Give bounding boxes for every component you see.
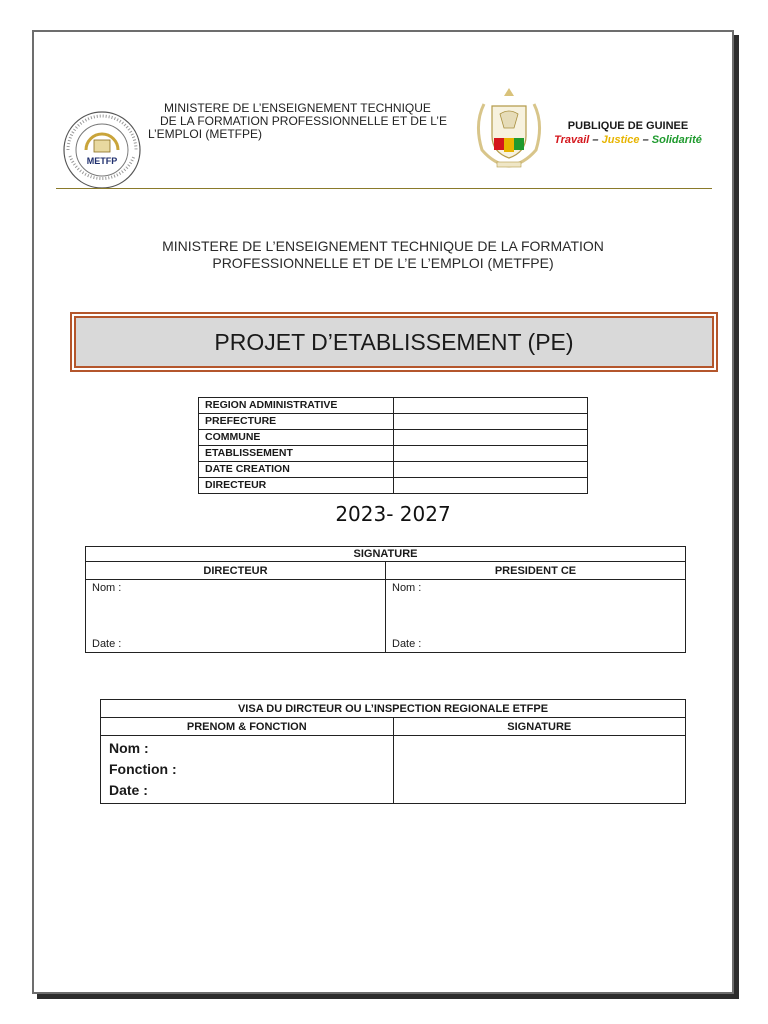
- ministry-title-line-1: MINISTERE DE L’ENSEIGNEMENT TECHNIQUE DE LA FORMATION: [162, 238, 604, 254]
- document-page: [32, 30, 734, 994]
- visa-signature-cell: [393, 736, 686, 804]
- visa-col-signature: SIGNATURE: [393, 718, 686, 736]
- info-value: [394, 478, 588, 494]
- republic-title: [548, 120, 708, 146]
- signature-header: SIGNATURE: [86, 547, 686, 562]
- signature-cell-president: [386, 580, 686, 653]
- signature-table: [85, 546, 686, 653]
- info-value: [394, 398, 588, 414]
- date-label: Date :: [392, 638, 422, 650]
- info-label: DATE CREATION: [199, 462, 394, 478]
- info-label: COMMUNE: [199, 430, 394, 446]
- ministry-header: [146, 102, 466, 141]
- motto-travail: Travail: [554, 134, 590, 146]
- republic-name: PUBLIQUE DE GUINEE: [567, 120, 689, 132]
- visa-nom-label: Nom :: [109, 740, 149, 756]
- info-label: DIRECTEUR: [199, 478, 394, 494]
- ministry-header-line-2: DE LA FORMATION PROFESSIONNELLE ET DE L’E: [160, 114, 447, 128]
- info-value: [394, 430, 588, 446]
- date-label: Date :: [92, 638, 122, 650]
- info-label: REGION ADMINISTRATIVE: [199, 398, 394, 414]
- visa-details-cell: [101, 736, 394, 804]
- info-value: [394, 414, 588, 430]
- ministry-header-line-1: MINISTERE DE L’ENSEIGNEMENT TECHNIQUE: [164, 101, 431, 115]
- table-row: [199, 398, 588, 414]
- metfp-logo-text: METFP: [86, 156, 118, 166]
- motto-separator: –: [639, 134, 652, 146]
- info-label: ETABLISSEMENT: [199, 446, 394, 462]
- letterhead: [34, 32, 732, 192]
- motto-solidarite: Solidarité: [651, 134, 702, 146]
- nom-label: Nom :: [392, 582, 422, 594]
- header-divider: [56, 188, 712, 189]
- ministry-header-line-3: L’EMPLOI (METFPE): [148, 127, 263, 141]
- ministry-title-line-2: PROFESSIONNELLE ET DE L’E L’EMPLOI (METFPE): [212, 255, 554, 271]
- document-title-box: [70, 312, 718, 372]
- motto-justice: Justice: [601, 134, 640, 146]
- signature-col-president: PRESIDENT CE: [386, 562, 686, 580]
- visa-date-label: Date :: [109, 782, 148, 798]
- national-motto: [548, 134, 708, 146]
- metfp-logo-icon: [62, 110, 142, 190]
- visa-col-prenom-fonction: PRENOM & FONCTION: [101, 718, 394, 736]
- table-row: [199, 462, 588, 478]
- table-row: [199, 446, 588, 462]
- visa-fonction-label: Fonction :: [109, 761, 177, 777]
- table-row: [199, 478, 588, 494]
- info-value: [394, 462, 588, 478]
- coat-of-arms-icon: [464, 84, 554, 170]
- ministry-title: [74, 238, 692, 272]
- nom-label: Nom :: [92, 582, 122, 594]
- visa-header: VISA DU DIRCTEUR OU L’INSPECTION REGIONALE ETFPE: [101, 700, 686, 718]
- info-value: [394, 446, 588, 462]
- table-row: [199, 430, 588, 446]
- info-label: PREFECTURE: [199, 414, 394, 430]
- visa-table: [100, 699, 686, 804]
- motto-separator: –: [589, 134, 602, 146]
- document-title: PROJET D’ETABLISSEMENT (PE): [74, 316, 714, 368]
- table-row: [199, 414, 588, 430]
- period-years: 2023- 2027: [335, 502, 451, 526]
- signature-col-directeur: DIRECTEUR: [86, 562, 386, 580]
- establishment-info-table: [198, 397, 588, 494]
- signature-cell-directeur: [86, 580, 386, 653]
